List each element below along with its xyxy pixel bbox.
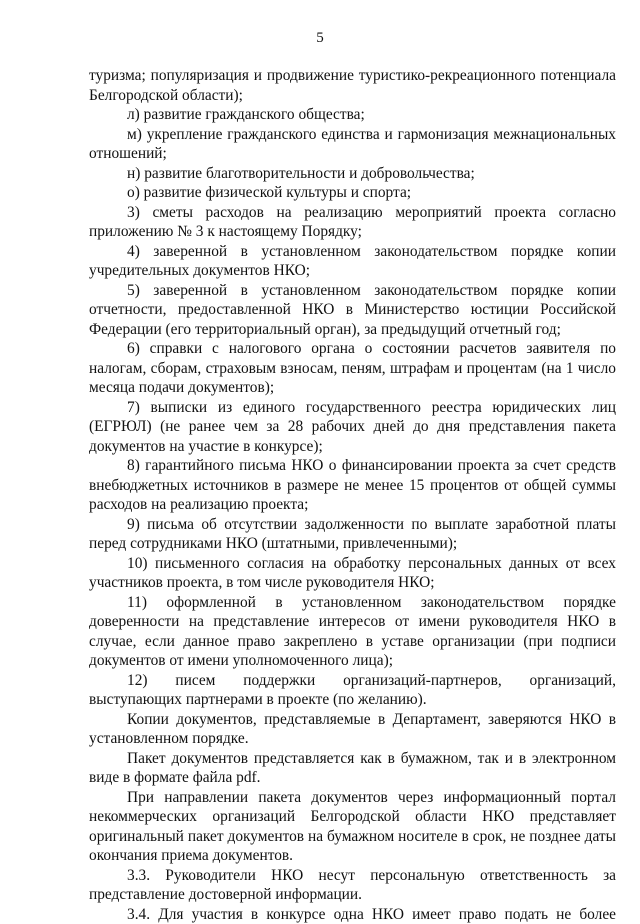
paragraph: туризма; популяризация и продвижение туристико-рекреационного потенциала Белгородской области); bbox=[89, 66, 616, 105]
paragraph: Пакет документов представляется как в бумажном, так и в электронном виде в формате файла pdf. bbox=[89, 749, 616, 788]
paragraph: 3.4. Для участия в конкурсе одна НКО имеет право подать не более bbox=[89, 905, 616, 924]
paragraph: Копии документов, представляемые в Департамент, заверяются НКО в установленном порядке. bbox=[89, 710, 616, 749]
paragraph: н) развитие благотворительности и добровольчества; bbox=[89, 164, 616, 184]
paragraph: 10) письменного согласия на обработку персональных данных от всех участников проекта, в том числе руководителя НКО; bbox=[89, 554, 616, 593]
paragraph: м) укрепление гражданского единства и гармонизация межнациональных отношений; bbox=[89, 125, 616, 164]
paragraph: 3.3. Руководители НКО несут персональную ответственность за представление достоверной информации. bbox=[89, 866, 616, 905]
paragraph: 8) гарантийного письма НКО о финансировании проекта за счет средств внебюджетных источников в размере не менее 15 процентов от общей суммы расходов на реализацию проекта; bbox=[89, 456, 616, 515]
paragraph: 4) заверенной в установленном законодательством порядке копии учредительных документов НКО; bbox=[89, 242, 616, 281]
paragraph: При направлении пакета документов через информационный портал некоммерческих организаций Белгородской области НКО представляет оригинальный пакет документов на бумажном носителе в срок, не позднее даты окончания приема документов. bbox=[89, 788, 616, 866]
paragraph: 7) выписки из единого государственного реестра юридических лиц (ЕГРЮЛ) (не ранее чем за 28 рабочих дней до дня представления пакета документов на участие в конкурсе); bbox=[89, 398, 616, 457]
page-number: 5 bbox=[0, 30, 640, 47]
document-body bbox=[89, 66, 616, 924]
paragraph: 5) заверенной в установленном законодательством порядке копии отчетности, предоставленной НКО в Министерство юстиции Российской Федерации (его территориальный орган), за предыдущий отчетный год; bbox=[89, 281, 616, 340]
paragraph: л) развитие гражданского общества; bbox=[89, 105, 616, 125]
paragraph: о) развитие физической культуры и спорта; bbox=[89, 183, 616, 203]
paragraph: 11) оформленной в установленном законодательством порядке доверенности на представление интересов от имени руководителя НКО в случае, если данное право закреплено в уставе организации (при подписи документов от имени уполномоченного лица); bbox=[89, 593, 616, 671]
paragraph: 3) сметы расходов на реализацию мероприятий проекта согласно приложению № 3 к настоящему Порядку; bbox=[89, 203, 616, 242]
paragraph: 9) письма об отсутствии задолженности по выплате заработной платы перед сотрудниками НКО (штатными, привлеченными); bbox=[89, 515, 616, 554]
paragraph: 6) справки с налогового органа о состоянии расчетов заявителя по налогам, сборам, страховым взносам, пеням, штрафам и процентам (на 1 число месяца подачи документов); bbox=[89, 339, 616, 398]
paragraph: 12) писем поддержки организаций-партнеров, организаций, выступающих партнерами в проекте (по желанию). bbox=[89, 671, 616, 710]
